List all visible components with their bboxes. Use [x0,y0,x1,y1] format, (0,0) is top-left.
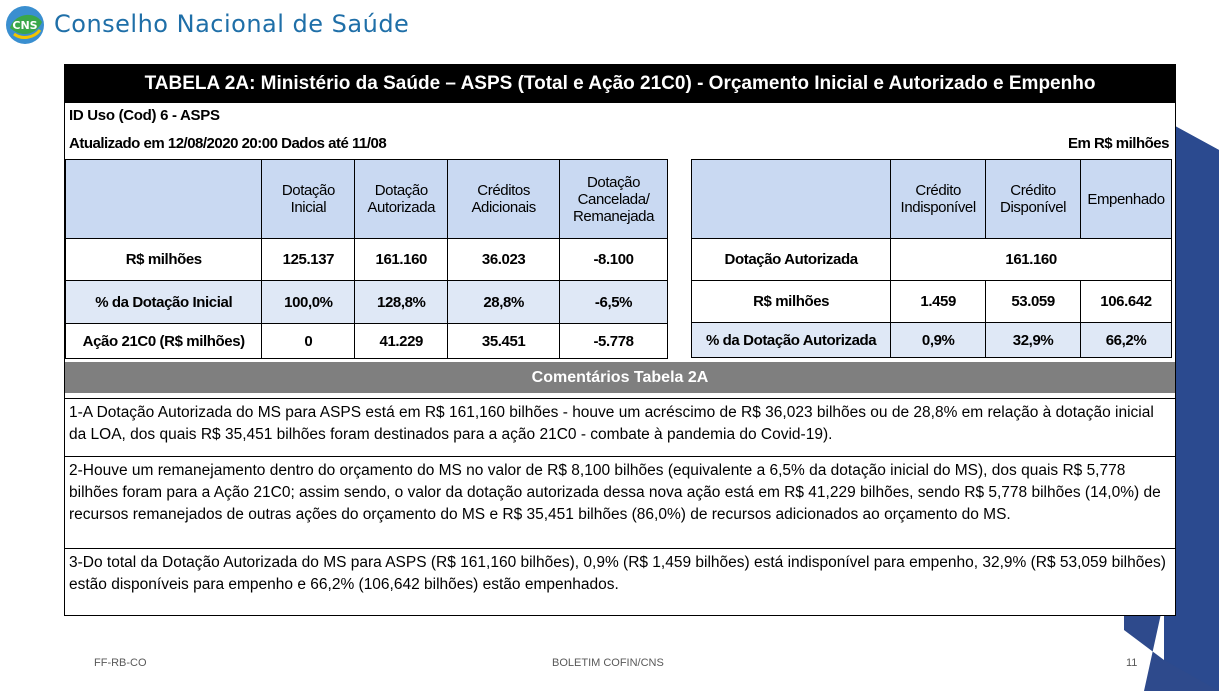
cell-value: 0,9% [891,323,986,358]
comment-item: 2-Houve um remanejamento dentro do orçamento do MS no valor de R$ 8,100 bilhões (equivalente a 6,5% da dotação inicial do MS), dos quais R$ 5,778 bilhões foram para a Ação 21C0; assim sendo, o valor da dotação autorizada dessa nova ação está em R$ 41,229 bilhões, sendo R$ 5,778 bilhões (14,0%) de recursos remanejados de outras ações do orçamento do MS e R$ 35,451 bilhões (86,0%) de recursos adicionados ao orçamento do MS. [65,456,1175,548]
logo-text: CNS [12,19,38,32]
cell-value: -6,5% [560,281,668,324]
cell-value: -5.778 [560,324,668,359]
cell-value: 128,8% [355,281,448,324]
id-uso: ID Uso (Cod) 6 - ASPS [69,107,220,124]
merged-cell-value: 161.160 [891,239,1172,281]
row-label: % da Dotação Autorizada [692,323,891,358]
table-row [692,239,1172,281]
row-label: Ação 21C0 (R$ milhões) [66,324,262,359]
cell-value: -8.100 [560,239,668,281]
cell-value: 1.459 [891,281,986,323]
cell-value: 28,8% [448,281,560,324]
table-row [66,324,668,359]
row-label: % da Dotação Inicial [66,281,262,324]
cell-value: 100,0% [262,281,355,324]
org-title: Conselho Nacional de Saúde [54,10,410,38]
cell-value: 36.023 [448,239,560,281]
header-cell: Créditos Adicionais [448,160,560,239]
page-number: 11 [1126,657,1138,669]
table-title: TABELA 2A: Ministério da Saúde – ASPS (Total e Ação 21C0) - Orçamento Inicial e Autorizado e Empenho [65,65,1175,103]
header-empty-cell [66,160,262,239]
header-cell: Dotação Autorizada [355,160,448,239]
row-label: R$ milhões [692,281,891,323]
left-table-header [66,160,668,239]
table-frame [64,64,1176,616]
comment-item: 3-Do total da Dotação Autorizada do MS para ASPS (R$ 161,160 bilhões), 0,9% (R$ 1,459 bilhões) está indisponível para empenho, 32,9% (R$ 53,059 bilhões) estão disponíveis para empenho e 66,2% (106,642 bilhões) estão empenhados. [65,548,1175,617]
footer-center: BOLETIM COFIN/CNS [552,657,664,669]
updated-note: Atualizado em 12/08/2020 20:00 Dados até 11/08 [69,135,387,152]
header-empty-cell [692,160,891,239]
table-row [692,281,1172,323]
cell-value: 35.451 [448,324,560,359]
header-cell: Dotação Inicial [262,160,355,239]
table-row [66,281,668,324]
header-cell: Empenhado [1081,160,1172,239]
cell-value: 41.229 [355,324,448,359]
left-table [65,159,668,359]
right-table [691,159,1172,358]
header-cell: Crédito Indisponível [891,160,986,239]
row-label: Dotação Autorizada [692,239,891,281]
cns-logo [4,4,46,46]
header [0,0,600,48]
units-note: Em R$ milhões [1067,135,1169,152]
comments-title: Comentários Tabela 2A [65,362,1175,393]
header-cell: Crédito Disponível [986,160,1081,239]
table-row [692,323,1172,358]
cell-value: 0 [262,324,355,359]
cell-value: 125.137 [262,239,355,281]
row-label: R$ milhões [66,239,262,281]
cell-value: 106.642 [1081,281,1172,323]
cell-value: 32,9% [986,323,1081,358]
cell-value: 161.160 [355,239,448,281]
table-row [66,239,668,281]
footer-left: FF-RB-CO [94,657,147,669]
header-cell: Dotação Cancelada/ Remanejada [560,160,668,239]
comment-item: 1-A Dotação Autorizada do MS para ASPS está em R$ 161,160 bilhões - houve um acréscimo de R$ 36,023 bilhões ou de 28,8% em relação à dotação inicial da LOA, dos quais R$ 35,451 bilhões foram destinados para a ação 21C0 - combate à pandemia do Covid-19). [65,398,1175,456]
cell-value: 53.059 [986,281,1081,323]
right-table-header [692,160,1172,239]
cell-value: 66,2% [1081,323,1172,358]
